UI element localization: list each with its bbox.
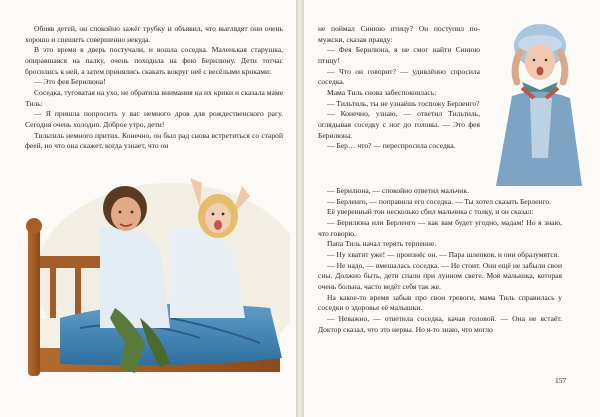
paragraph: — Конечно, узнаю, — ответил Тильтиль, оглядывая соседку с ног до головы. — Это фея Берилюна. [318,109,480,140]
paragraph: — Фея Берилюна, я не смог найти Синюю птицу! [318,45,480,65]
paragraph: Обняв детей, он спокойно зажёг трубку и объявил, что выглядят они очень хорошо и спешить совершенно некуда. [25,24,283,44]
paragraph: — Не надо, — вмешалась соседка. — Не стоит. Они ещё не забыли свои сны. Должно быть, дети спали при лунном свете. Моя малышка, которая очень больна, часто ведёт себя так же. [318,260,562,291]
right-page-text-top [318,24,480,152]
paragraph: — Это фея Берилюна! [34,77,106,87]
paragraph: В это время в дверь постучали, и вошла соседка. Маленькая старушка, опиравшаяся на палку, очень походила на фею Берилюну. Дети тотчас бросились к ней, а затем принялись скакать вокруг неё с весёлыми криками: [25,45,283,76]
paragraph: Тильтиль немного притих. Конечно, он был рад снова встретиться со старой феей, но что она скажет, когда узнает, что он [25,130,283,151]
paragraph: — Берилюна или Берленго — как вам будет угодно, мадам! Но я знаю, что говорю. [318,217,562,238]
paragraph: — Берилюна, — спокойно ответил мальчик. [327,186,469,195]
paragraph: На какое-то время забыв про свои тревоги, мама Тиль справилась у соседки о здоровье её малышки. [318,292,562,313]
paragraph: — Тильтиль, ты не узнаёшь госпожу Берленго? [327,98,480,108]
left-page-text [25,24,283,152]
paragraph: Её уверенный тон несколько сбил мальчика с толку, и он сказал: [327,207,534,217]
children-in-bed-illustration [20,168,290,380]
paragraph: — Что он говорит? — удивлённо спросила соседка. [318,66,480,87]
right-page-text-bottom [318,186,562,335]
book-gutter [296,0,304,417]
paragraph: не поймал Синюю птицу? Он поступил по-мужски, сказав правду: [318,24,480,44]
paragraph: — Берленго, — поправила его соседка. — Ты хотел сказать Берленго. [327,196,552,206]
paragraph: — Я пришла попросить у вас немного дров для рождественского рагу. Сегодня очень холодно. Доброе утро, дети! [25,109,283,129]
neighbour-woman-illustration [482,18,594,186]
page-number: 157 [555,376,567,385]
paragraph: — Бер… что? — переспросила соседка. [327,141,456,151]
paragraph: Мама Тиль снова забеспокоилась: [327,87,437,97]
paragraph: — Неважно, — ответила соседка, качая головой. — Она не встаёт. Доктор сказал, что это нервы. Но я-то знаю, что могло [318,313,562,334]
paragraph: — Ну хватит уже! — произнёс он. — Пара шлепков, и они образумятся. [327,249,560,259]
paragraph: Соседка, туговатая на ухо, не обратила внимания на их крики и сказала маме Тиль: [25,87,283,108]
paragraph: Папа Тиль начал терять терпение. [327,239,437,249]
